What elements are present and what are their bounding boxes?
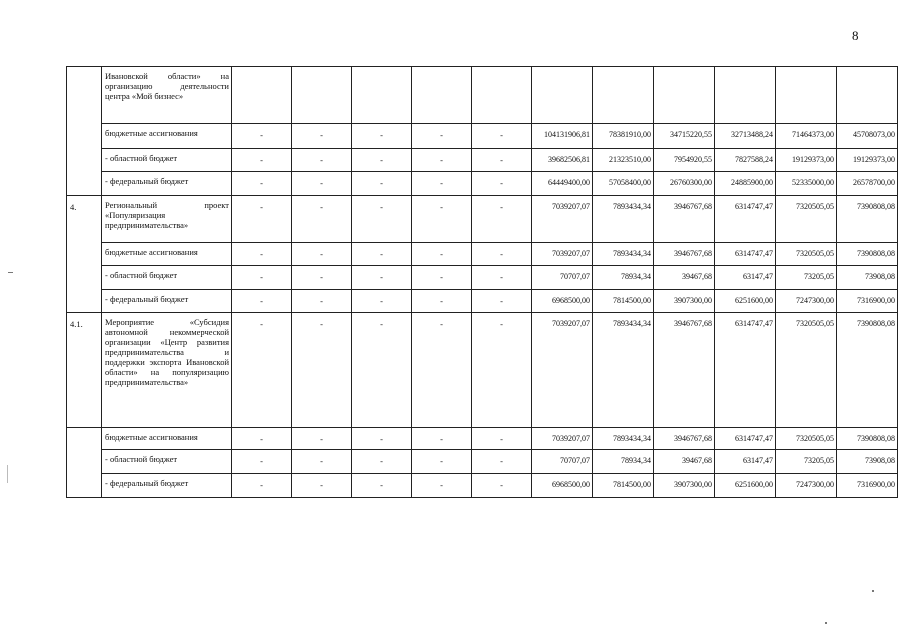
- table-row: [67, 474, 898, 498]
- dash-cell: -: [412, 266, 472, 290]
- dash-cell: -: [352, 196, 412, 243]
- row-name: Ивановской области» на организацию деятельности центра «Мой бизнес»: [102, 67, 232, 124]
- dash-cell: -: [352, 266, 412, 290]
- dash-cell: -: [472, 196, 532, 243]
- value-cell: 6314747,47: [715, 313, 776, 428]
- value-cell: 19129373,00: [837, 149, 898, 172]
- dash-cell: -: [472, 124, 532, 149]
- dash-cell: -: [472, 266, 532, 290]
- dash-cell: -: [352, 124, 412, 149]
- dash-cell: -: [232, 450, 292, 474]
- row-number: [67, 243, 102, 266]
- budget-table: [66, 66, 898, 498]
- value-cell: [654, 67, 715, 124]
- table-row: [67, 124, 898, 149]
- dash-cell: -: [412, 428, 472, 450]
- value-cell: 3946767,68: [654, 196, 715, 243]
- value-cell: 39467,68: [654, 266, 715, 290]
- dash-cell: -: [412, 313, 472, 428]
- value-cell: [593, 67, 654, 124]
- value-cell: 7039207,07: [532, 243, 593, 266]
- dash-cell: -: [232, 243, 292, 266]
- row-name: - областной бюджет: [102, 149, 232, 172]
- dash-cell: -: [292, 474, 352, 498]
- dash-cell: -: [352, 172, 412, 196]
- dash-cell: -: [232, 196, 292, 243]
- value-cell: [715, 67, 776, 124]
- value-cell: 73908,08: [837, 266, 898, 290]
- dash-cell: [292, 67, 352, 124]
- value-cell: 32713488,24: [715, 124, 776, 149]
- row-number: 4.1.: [67, 313, 102, 428]
- value-cell: 7954920,55: [654, 149, 715, 172]
- row-number: [67, 172, 102, 196]
- value-cell: 104131906,81: [532, 124, 593, 149]
- dash-cell: -: [412, 474, 472, 498]
- dash-cell: -: [292, 266, 352, 290]
- row-name: - федеральный бюджет: [102, 172, 232, 196]
- dash-cell: -: [352, 149, 412, 172]
- value-cell: 7390808,08: [837, 196, 898, 243]
- row-name: - областной бюджет: [102, 450, 232, 474]
- value-cell: 7247300,00: [776, 290, 837, 313]
- value-cell: 7320505,05: [776, 243, 837, 266]
- dash-cell: -: [352, 243, 412, 266]
- value-cell: 64449400,00: [532, 172, 593, 196]
- value-cell: 3907300,00: [654, 474, 715, 498]
- row-number: [67, 450, 102, 474]
- table-row: [67, 67, 898, 124]
- dash-cell: -: [292, 313, 352, 428]
- value-cell: 6968500,00: [532, 474, 593, 498]
- value-cell: 52335000,00: [776, 172, 837, 196]
- value-cell: 57058400,00: [593, 172, 654, 196]
- value-cell: 7316900,00: [837, 290, 898, 313]
- row-name: Региональный проект «Популяризация предпринимательства»: [102, 196, 232, 243]
- value-cell: 7390808,08: [837, 313, 898, 428]
- dash-cell: -: [292, 196, 352, 243]
- row-name: бюджетные ассигнования: [102, 243, 232, 266]
- dash-cell: -: [232, 124, 292, 149]
- row-name: - федеральный бюджет: [102, 290, 232, 313]
- dash-cell: -: [292, 290, 352, 313]
- dash-cell: -: [232, 474, 292, 498]
- row-number: [67, 266, 102, 290]
- row-name: бюджетные ассигнования: [102, 124, 232, 149]
- dash-cell: -: [292, 172, 352, 196]
- dash-cell: [232, 67, 292, 124]
- row-name: - областной бюджет: [102, 266, 232, 290]
- value-cell: [532, 67, 593, 124]
- value-cell: 6968500,00: [532, 290, 593, 313]
- dash-cell: -: [232, 149, 292, 172]
- value-cell: 7039207,07: [532, 428, 593, 450]
- value-cell: 7827588,24: [715, 149, 776, 172]
- value-cell: 3907300,00: [654, 290, 715, 313]
- dash-cell: -: [352, 313, 412, 428]
- dash-cell: -: [292, 149, 352, 172]
- row-name: бюджетные ассигнования: [102, 428, 232, 450]
- table-row: [67, 243, 898, 266]
- value-cell: 34715220,55: [654, 124, 715, 149]
- dash-cell: -: [412, 450, 472, 474]
- scan-mark: [872, 590, 874, 592]
- dash-cell: -: [232, 290, 292, 313]
- value-cell: 7247300,00: [776, 474, 837, 498]
- table-row: [67, 196, 898, 243]
- dash-cell: -: [232, 266, 292, 290]
- value-cell: 3946767,68: [654, 313, 715, 428]
- scan-mark: [8, 272, 13, 273]
- value-cell: 39467,68: [654, 450, 715, 474]
- table-row: [67, 149, 898, 172]
- row-name: Мероприятие «Субсидия автономной некоммерческой организации «Центр развития предпринимательства и поддержки экспорта Ивановской области» на популяризацию предпринимательства»: [102, 313, 232, 428]
- table-row: [67, 266, 898, 290]
- value-cell: 26760300,00: [654, 172, 715, 196]
- value-cell: 26578700,00: [837, 172, 898, 196]
- row-number: 4.: [67, 196, 102, 243]
- dash-cell: -: [472, 450, 532, 474]
- dash-cell: -: [412, 290, 472, 313]
- value-cell: 7893434,34: [593, 243, 654, 266]
- value-cell: 6314747,47: [715, 196, 776, 243]
- dash-cell: -: [412, 172, 472, 196]
- value-cell: 73205,05: [776, 450, 837, 474]
- value-cell: 6314747,47: [715, 243, 776, 266]
- value-cell: 73205,05: [776, 266, 837, 290]
- dash-cell: -: [412, 243, 472, 266]
- dash-cell: [412, 67, 472, 124]
- dash-cell: -: [472, 172, 532, 196]
- value-cell: 78381910,00: [593, 124, 654, 149]
- value-cell: 6314747,47: [715, 428, 776, 450]
- value-cell: 21323510,00: [593, 149, 654, 172]
- table-row: [67, 172, 898, 196]
- value-cell: 78934,34: [593, 266, 654, 290]
- value-cell: [837, 67, 898, 124]
- dash-cell: -: [292, 124, 352, 149]
- dash-cell: -: [472, 313, 532, 428]
- dash-cell: -: [412, 149, 472, 172]
- dash-cell: -: [472, 149, 532, 172]
- value-cell: 7893434,34: [593, 196, 654, 243]
- table-row: [67, 313, 898, 428]
- row-number: [67, 474, 102, 498]
- value-cell: 7814500,00: [593, 474, 654, 498]
- value-cell: 39682506,81: [532, 149, 593, 172]
- dash-cell: -: [232, 428, 292, 450]
- row-name: - федеральный бюджет: [102, 474, 232, 498]
- row-number: [67, 428, 102, 450]
- value-cell: 63147,47: [715, 266, 776, 290]
- dash-cell: -: [472, 290, 532, 313]
- value-cell: 45708073,00: [837, 124, 898, 149]
- dash-cell: -: [472, 243, 532, 266]
- dash-cell: -: [412, 124, 472, 149]
- value-cell: 6251600,00: [715, 474, 776, 498]
- table-row: [67, 450, 898, 474]
- value-cell: 24885900,00: [715, 172, 776, 196]
- dash-cell: -: [292, 243, 352, 266]
- table-row: [67, 428, 898, 450]
- value-cell: 3946767,68: [654, 428, 715, 450]
- value-cell: 70707,07: [532, 450, 593, 474]
- value-cell: 7039207,07: [532, 196, 593, 243]
- dash-cell: -: [352, 290, 412, 313]
- dash-cell: -: [292, 428, 352, 450]
- value-cell: 7390808,08: [837, 243, 898, 266]
- scan-mark: [7, 465, 8, 483]
- value-cell: 6251600,00: [715, 290, 776, 313]
- row-number: [67, 149, 102, 172]
- value-cell: 63147,47: [715, 450, 776, 474]
- row-number: [67, 67, 102, 124]
- dash-cell: -: [352, 428, 412, 450]
- value-cell: 71464373,00: [776, 124, 837, 149]
- value-cell: 70707,07: [532, 266, 593, 290]
- dash-cell: -: [472, 474, 532, 498]
- value-cell: [776, 67, 837, 124]
- value-cell: 73908,08: [837, 450, 898, 474]
- value-cell: 7320505,05: [776, 428, 837, 450]
- value-cell: 3946767,68: [654, 243, 715, 266]
- dash-cell: -: [472, 428, 532, 450]
- dash-cell: [472, 67, 532, 124]
- dash-cell: -: [232, 172, 292, 196]
- dash-cell: -: [352, 450, 412, 474]
- value-cell: 7039207,07: [532, 313, 593, 428]
- value-cell: 7316900,00: [837, 474, 898, 498]
- value-cell: 78934,34: [593, 450, 654, 474]
- row-number: [67, 290, 102, 313]
- value-cell: 7320505,05: [776, 196, 837, 243]
- value-cell: 7814500,00: [593, 290, 654, 313]
- row-number: [67, 124, 102, 149]
- page-number: 8: [852, 28, 859, 43]
- value-cell: 19129373,00: [776, 149, 837, 172]
- dash-cell: -: [232, 313, 292, 428]
- value-cell: 7390808,08: [837, 428, 898, 450]
- dash-cell: [352, 67, 412, 124]
- scan-mark: [825, 622, 827, 624]
- table-row: [67, 290, 898, 313]
- dash-cell: -: [412, 196, 472, 243]
- value-cell: 7893434,34: [593, 313, 654, 428]
- value-cell: 7320505,05: [776, 313, 837, 428]
- dash-cell: -: [292, 450, 352, 474]
- value-cell: 7893434,34: [593, 428, 654, 450]
- dash-cell: -: [352, 474, 412, 498]
